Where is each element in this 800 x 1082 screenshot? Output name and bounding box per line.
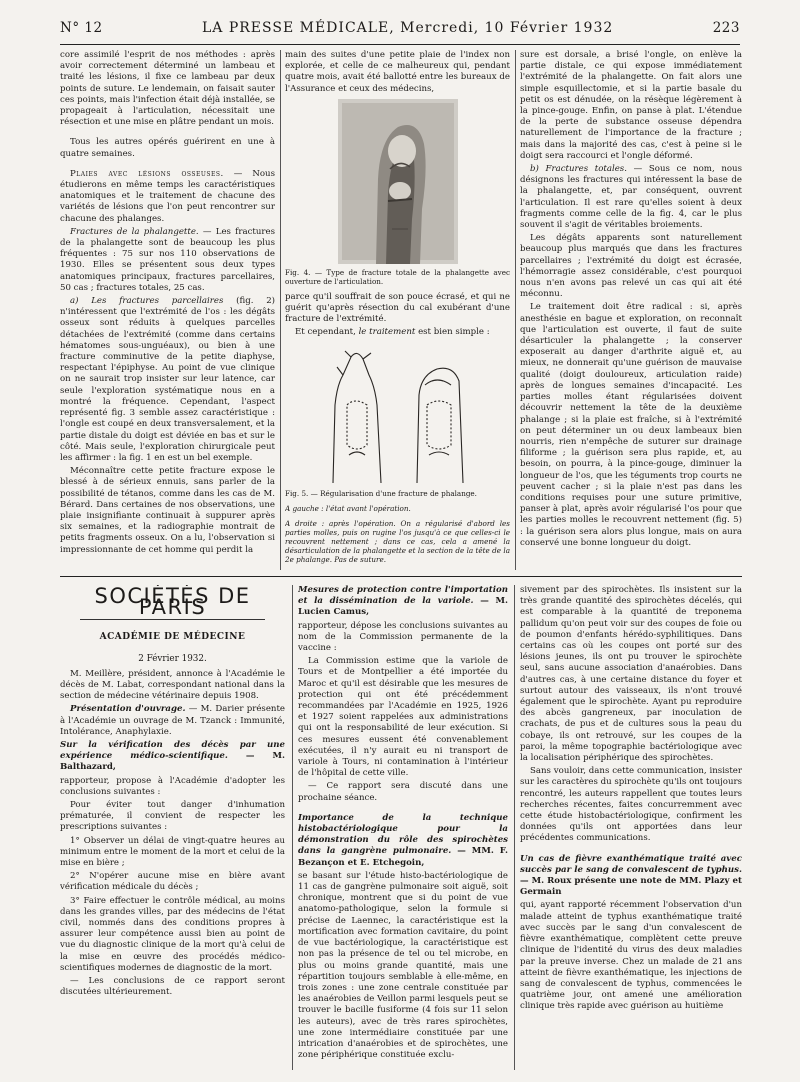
paragraph: qui, ayant rapporté récemment l'observation d'un malade atteint de typhus exanthématique traité avec succès par le sang d'un convalescent de fièvre exanthématique, complètent cette preuve clinique de l'identité du virus des deux maladies par la preuve inverse. Chez un malade de 21 ans atteint de fièvre exanthématique, les injections de sang de convalescent de typhus, commencées le quatrième jour, ont amené une amélioration clinique très rapide avec guérison au huitième [520, 900, 742, 1012]
article-column-1 [60, 50, 275, 570]
column-divider [280, 50, 281, 570]
societes-column-2 [298, 585, 508, 1070]
figure-5-left-note: A gauche : l'état avant l'opération. [285, 503, 411, 513]
figure-5-caption: Fig. 5. — Régularisation d'une fracture de phalange. [285, 488, 477, 498]
paragraph: rapporteur, dépose les conclusions suivantes au nom de la Commission permanente de la vaccine : [298, 620, 508, 654]
header-rule [60, 44, 740, 45]
societes-column-1 [60, 585, 285, 1070]
paragraph: 1° Observer un délai de vingt-quatre heures au minimum entre le moment de la mort et celui de la mise en bière ; [60, 835, 285, 869]
paragraph: 3° Faire effectuer le contrôle médical, au moins dans les grandes villes, par des médecins de l'état civil, nommés dans des conditions propres à assurer leur compétence aussi bien au point de vue du diagnostic clinique de la mort qu'à celui de la mise en œuvre des procédés médico-scientifiques modernes de diagnostic de la mort. [60, 895, 285, 973]
section-title: SOCIÉTÉS DE PARIS [94, 585, 251, 620]
subsection-title: Présentation d'ouvrage. [70, 704, 186, 715]
paragraph: core assimilé l'esprit de nos méthodes : après avoir correctement déterminé un lambeau et traité les lésions, il fixe ce lambeau par deux points de suture. Le lendemain, on faisait sauter ces points, mais l'infection était déjà installée, se propageait à l'articulation, nécessitait une résection et une mise en plâtre pendant un mois. [60, 50, 275, 128]
article-column-2 [285, 50, 510, 570]
communication-heading: Importance de la technique histobactériologique pour la démonstration du rôle des spirochètes dans la gangrène pulmonaire. — MM. F. Bezançon et E. Etchegoin, [298, 812, 508, 868]
column-divider [292, 585, 293, 1070]
column-divider [514, 585, 515, 1070]
paragraph: M. Meillère, président, annonce à l'Académie le décès de M. Labat, correspondant national dans la section de médecine vétérinaire depuis 1908. [60, 668, 285, 702]
communication-heading: Un cas de fièvre exanthématique traité avec succès par le sang de convalescent de typhus. — M. Roux présente une note de MM. Plazy et Germain [520, 853, 742, 898]
title-rule [80, 619, 265, 620]
paragraph: main des suites d'une petite plaie de l'index non explorée, et celle de ce malheureux qui, pendant quatre mois, avait été ballotté entre les bureaux de l'Assurance et ceux des médecins, [285, 50, 510, 94]
communication-heading: Sur la vérification des décès par une expérience médico-scientifique. — M. Balthazard, [60, 740, 285, 773]
societes-column-3 [520, 585, 742, 1070]
figure-4-phalanx-fracture-image [338, 99, 458, 264]
paragraph: a) Les fractures parcellaires (fig. 2) n'intéressent que l'extrémité de l'os : les dégâts osseux sont réduits à quelques parcelles détachées de l'extrémité (comme dans certains hématomes sous-unguéaux), ou bien à une fracture comminutive de la petite diaphyse, respectant l'épiphyse. Au point de vue clinique on ne saurait trop insister sur leur latence, car seule l'exploration systématique nous en a montré la fréquence. Cependant, l'aspect représenté fig. 3 semble assez caractéristique : l'ongle est coupé en deux transversalement, et la partie distale du doigt est déviée en bas et sur le côté. Mais seule, l'exploration chirurgicale peut les affirmer : la fig. 1 en est un bel exemple. [60, 296, 275, 463]
paragraph: La Commission estime que la variole de Tours et de Montpellier a été importée du Maroc et qu'il est désirable que les mesures de protection qui ont été précédemment recommandées par l'Académie en 1925, 1926 et 1927 soient rappelées aux administrations qui ont la responsabilité de leur exécution. Si ces mesures eussent été convenablement exécutées, il n'y aurait eu ni transport de variole à Tours, ni contamination à l'intérieur de l'hôpital de cette ville. [298, 656, 508, 779]
paragraph: b) Fractures totales. — Sous ce nom, nous désignons les fractures qui intéressent la base de la phalangette, et, par conséquent, ouvrent l'articulation. Il est rare qu'elles soient à deux fragments comme celle de la fig. 4, car le plus souvent il s'agit de véritables broiements. [520, 164, 742, 231]
journal-title: LA PRESSE MÉDICALE, Mercredi, 10 Février 1932 [201, 20, 614, 36]
paragraph: Pour éviter tout danger d'inhumation prématurée, il convient de respecter les prescriptions suivantes : [60, 800, 285, 833]
paragraph: sure est dorsale, a brisé l'ongle, on enlève la partie distale, ce qui expose immédiatement l'extrémité de la phalangette. On fait alors une simple esquillectomie, et si la partie basale du petit os est dénudée, on la résèque légèrement à la pince-gouge. Enfin, on panse à plat. L'étendue de la perte de substance osseuse dépendra naturellement de l'importance de la fracture ; mais dans la majorité des cas, c'est à peine si le doigt sera raccourci et l'ongle déformé. [520, 50, 742, 161]
paragraph: sivement par des spirochètes. Ils insistent sur la très grande quantité des spirochètes décelés, qui est comparable à la quantité de treponema pallidum qu'on peut voir sur des coupes de foie ou de poumon d'enfants hérédo-syphilitiques. Dans certains cas où les coupes ont porté sur des lésions jeunes, ils ont pu trouver le spirochète seul, sans aucune association d'anaérobies. Dans d'autres cas, à une certaine distance du foyer et surtout autour des vaisseaux, ils n'ont trouvé également que le spirochète. Ayant pu reproduire des abcès gangreneux, par inoculation de crachats, de pus et de cultures sous la peau du cobaye, ils ont retrouvé, sur les coupes de la paroi, la même topographie bactériologique avec la localisation périphérique des spirochètes. [520, 585, 742, 764]
paragraph: Plaies avec lésions osseuses. — Nous étudierons en même temps les caractéristiques anatomiques et le traitement de chacune des variétés de lésions que l'on peut rencontrer sur chacune des phalanges. [60, 168, 275, 224]
communication-heading: Mesures de protection contre l'importation et la dissémination de la variole. — M. Lucien Camus, [298, 585, 508, 618]
paragraph: Le traitement doit être radical : si, après anesthésie en bague et exploration, on reconnaît que l'articulation est ouverte, il faut de suite désarticuler la phalangette ; la conserver exposerait au danger d'arthrite aiguë et, au mieux, ne donnerait qu'une guérison de mauvaise qualité (doigt douloureux, articulation raide) après de longues semaines d'incapacité. Les parties molles étant régularisées doivent découvrir nettement la tête de la deuxième phalange ; si la plaie est fraîche, si à l'extrémité on peut déterminer un ou deux lambeaux bien nourris, rien n'empêche de suturer sur drainage filiforme ; la guérison sera plus rapide, et, au besoin, on pourra, à la pince-gouge, diminuer la longueur de l'os, que les téguments trop courts ne peuvent cacher ; si la plaie n'est pas dans les conditions requises pour une suture primitive, panser à plat, après avoir régularisé l'os pour que les parties molles le recouvrent nettement (fig. 5) : la guérison sera alors plus longue, mais on aura conservé une bonne longueur du doigt. [520, 302, 742, 548]
paragraph: Les dégâts apparents sont naturellement beaucoup plus marqués que dans les fractures parcellaires ; l'extrémité du doigt est écrasée, l'hémorragie assez considérable, c'est pourquoi nous n'en avons pas relevé un cas qui ait été méconnu. [520, 233, 742, 300]
figure-5-finger-drawing [313, 345, 483, 485]
column-divider [515, 50, 516, 570]
figure-5-right-note: A droite : après l'opération. On a régularisé d'abord les parties molles, puis on rugine l'os jusqu'à ce que celles-ci le recouvrent nettement ; dans ce cas, cela a amené la désarticulation de la phalangette et la section de la tête de la 2e phalange. Pas de suture. [285, 518, 510, 564]
section-divider [60, 576, 742, 577]
paragraph: parce qu'il souffrait de son pouce écrasé, et qui ne guérit qu'après résection du cal exubérant d'une fracture de l'extrémité. [285, 291, 510, 325]
paragraph: Méconnaître cette petite fracture expose le blessé à de sérieux ennuis, sans parler de la possibilité de tétanos, comme dans les cas de M. Bérard. Dans certaines de nos observations, une plaie insignifiante continuait à suppurer après six semaines, et la radiographie montrait de petits fragments osseux. On a lu, l'observation si impressionnante de cet homme qui perdit la [60, 466, 275, 555]
subsection-title: b) Fractures totales. [530, 164, 627, 175]
article-column-3 [520, 50, 742, 570]
paragraph: — Les conclusions de ce rapport seront discutées ultérieurement. [60, 976, 285, 998]
paragraph: Et cependant, le traitement est bien simple : [295, 327, 490, 338]
paragraph: se basant sur l'étude histo-bactériologique de 11 cas de gangrène pulmonaire soit aiguë, soit chronique, montrent que si du point de vue anatomo-pathologique, selon la formule si précise de Laennec, la caractéristique est la mortification avec formation cavitaire, du point de vue bactériologique, la caractéristique est non pas la présence de tel ou tel microbe, en plus ou moins grande quantité, mais une répartition toujours semblable à elle-même, en trois zones : une zone centrale constituée par les anaérobies de Veillon parmi lesquels peut se trouver le bacille fusiforme (4 fois sur 11 selon les auteurs), avec de très rares spirochètes, une zone intermédiaire constituée par une intrication d'anaérobies et de spirochètes, une zone périphérique constituée exclu- [298, 870, 508, 1061]
paragraph: Présentation d'ouvrage. — M. Darier présente à l'Académie un ouvrage de M. Tzanck : Immunité, Intolérance, Anaphylaxie. [60, 704, 285, 737]
subsection-title: Plaies avec lésions osseuses. [70, 168, 224, 179]
subsection-title: Fractures de la phalangette. [70, 226, 199, 237]
page-number: 223 [712, 20, 740, 36]
subsection-title: a) Les fractures parcellaires [70, 296, 224, 307]
session-date: 2 Février 1932. [138, 653, 207, 664]
paragraph: Fractures de la phalangette. — Les fractures de la phalangette sont de beaucoup les plus fréquentes : 75 sur nos 110 observations de 1930. Elles se présentent sous deux types anatomiques principaux, fractures parcellaires, 50 cas ; fractures totales, 25 cas. [60, 226, 275, 293]
paragraph: rapporteur, propose à l'Académie d'adopter les conclusions suivantes : [60, 775, 285, 797]
paragraph: 2° N'opérer aucune mise en bière avant vérification médicale du décès ; [60, 871, 285, 893]
figure-4-caption: Fig. 4. — Type de fracture totale de la phalangette avec ouverture de l'articulation. [285, 267, 510, 286]
paragraph: Sans vouloir, dans cette communication, insister sur les caractères du spirochète qu'ils ont toujours rencontré, les auteurs rappellent que toutes leurs recherches récentes, faites concurremment avec cette étude histobactériologique, confirment les données qu'ils ont apportées dans leur précédentes communications. [520, 766, 742, 844]
academy-heading: ACADÉMIE DE MÉDECINE [99, 632, 246, 643]
page-header [60, 20, 740, 40]
paragraph: Tous les autres opérés guérirent en une à quatre semaines. [60, 137, 275, 159]
issue-number: N° 12 [60, 20, 103, 36]
paragraph: — Ce rapport sera discuté dans une prochaine séance. [298, 781, 508, 803]
